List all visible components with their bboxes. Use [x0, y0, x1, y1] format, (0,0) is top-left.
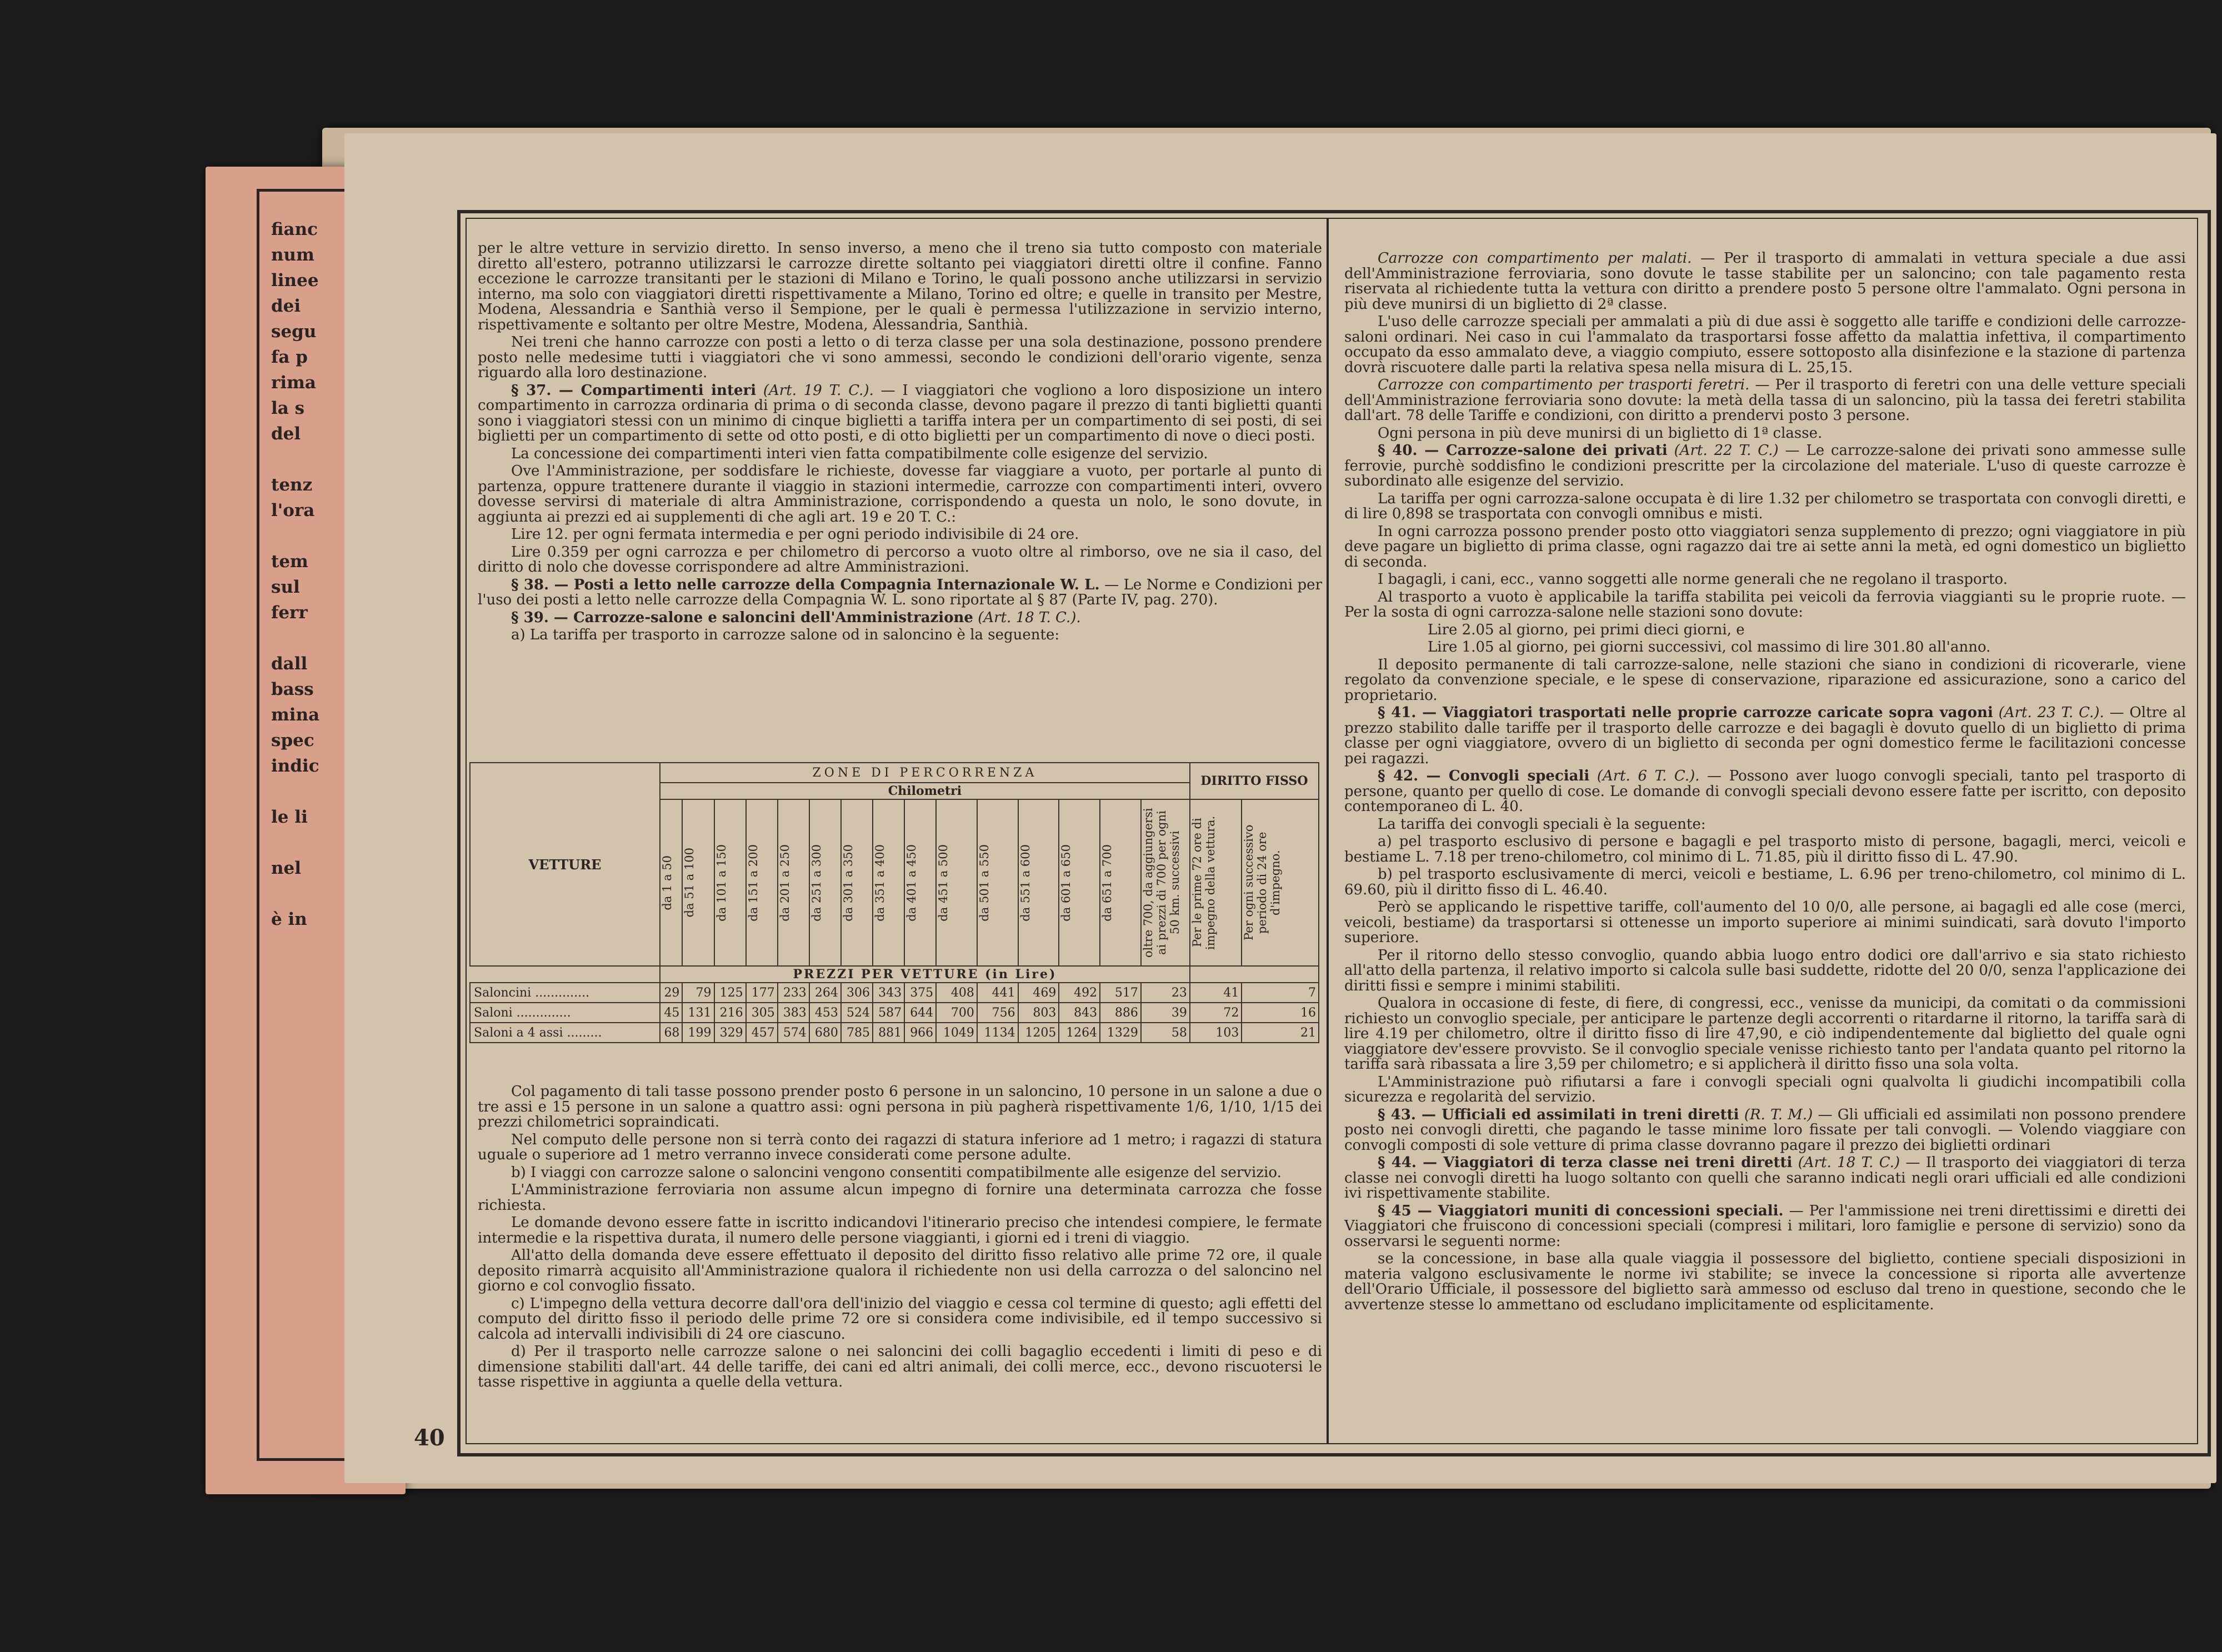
- paragraph: b) pel trasporto esclusivamente di merci, veicoli e bestiame, L. 6.96 per treno-chilometro, col minimo di L. 69.60, più il diritto fisso di L. 46.40.: [1344, 866, 2186, 898]
- column-header-label: da 251 a 300: [809, 844, 823, 922]
- table-cell: 517: [1100, 983, 1141, 1003]
- subsection-text: — Per il trasporto di ammalati in vettura speciale a due assi dell'Amministrazione ferroviaria, sono dovute le tasse stabilite per un saloncino; con tale pagamento resta riservata al richiedente tutta la vettura con diritto a prendere posto 5 persone oltre l'ammalato. Ogni persona in più deve munirsi di un biglietto di 2ª classe.: [1344, 250, 2186, 313]
- section-ref: (Art. 19 T. C.).: [763, 382, 874, 399]
- column-divider: [1327, 218, 1329, 1443]
- table-cell: 58: [1141, 1023, 1190, 1043]
- table-cell: 644: [904, 1003, 936, 1023]
- table-cell: 21: [1242, 1023, 1319, 1043]
- column-header: [660, 799, 682, 966]
- column-header-label: da 101 a 150: [714, 844, 728, 922]
- underlying-page-text: fianc num linee dei segu fa p rima la s del tenz l'ora tem sul ferr dall bass mina spec indic le li nel è in: [271, 219, 320, 929]
- section-ref: (Art. 22 T. C.): [1674, 442, 1779, 459]
- column-header: [841, 799, 873, 966]
- paragraph: Il deposito permanente di tali carrozze-salone, nelle stazioni che siano in condizioni di ricoverarle, viene regolato da convenzione speciale, e le spese di conservazione, riparazione ed assicurazione, sono a carico del proprietario.: [1344, 656, 2186, 704]
- table-cell: 574: [778, 1023, 809, 1043]
- column-header: [1018, 799, 1059, 966]
- section-text: — Oltre al prezzo stabilito dalle tariffe per il trasporto delle carrozze e dei bagagli è dovuto quello di un biglietto di prima classe per ogni viaggiatore, ovvero di un biglietto di seconda per ogni domestico ferme le facilitazioni concesse pei ragazzi.: [1344, 704, 2186, 767]
- table-cell: 408: [936, 983, 977, 1003]
- column-header: [1242, 799, 1319, 966]
- table-cell: 886: [1100, 1003, 1141, 1023]
- chilometri-header: Chilometri: [660, 783, 1190, 799]
- section-title: § 38. — Posti a letto nelle carrozze della Compagnia Internazionale W. L.: [511, 576, 1100, 593]
- row-label: Saloncini ..............: [470, 983, 660, 1003]
- section-title: § 44. — Viaggiatori di terza classe nei treni diretti: [1378, 1154, 1793, 1171]
- paragraph: Però se applicando le rispettive tariffe, coll'aumento del 10 0/0, alle persone, ai bagagli ed alle cose (merci, veicoli, bestiame) da trasportarsi si ottenesse un importo superiore ai minimi suindicati, sarà dovuto l'importo superiore.: [1344, 899, 2186, 946]
- table-cell: 785: [841, 1023, 873, 1043]
- paragraph: a) pel trasporto esclusivo di persone e bagagli e pel trasporto misto di persone, bagagli, merci, veicoli e bestiame L. 7.18 per treno-chilometro, col minimo di L. 71.85, più il diritto fisso di L. 47.90.: [1344, 833, 2186, 865]
- paragraph: Qualora in occasione di feste, di fiere, di congressi, ecc., venisse da municipi, da comitati o da commissioni richiesto un convoglio speciale, per anticipare le partenze degli accorrenti o ritardarne il ritorno, la tariffa sarà di lire 4.19 per chilometro, oltre il diritto fisso di lire 47,90, e ciò indipendentemente dal biglietto del quale ogni viaggiatore dev'essere provvisto. Se il convoglio speciale venisse richiesto tanto per l'andata quanto pel ritorno la tariffa sarà ribassata a lire 3,59 per chilometro; e si applicherà il diritto fisso una sola volta.: [1344, 995, 2186, 1073]
- diritto-header: DIRITTO FISSO: [1190, 763, 1319, 799]
- subsection-title: Carrozze con compartimento per malati.: [1378, 250, 1692, 267]
- column-header: [1141, 799, 1190, 966]
- column-header: [714, 799, 746, 966]
- paragraph: Al trasporto a vuoto è applicabile la tariffa stabilita pei veicoli da ferrovia viaggianti su le proprie ruote. — Per la sosta di ogni carrozza-salone nelle stazioni sono dovute:: [1344, 588, 2186, 620]
- column-header-label: da 201 a 250: [778, 844, 792, 922]
- column-header: [682, 799, 714, 966]
- left-column-bottom: [478, 1084, 1322, 1393]
- table-cell: 305: [746, 1003, 778, 1023]
- column-header-label: da 501 a 550: [977, 844, 991, 922]
- column-header: [904, 799, 936, 966]
- column-header-label: da 151 a 200: [746, 844, 760, 922]
- section-40: [1344, 443, 2186, 489]
- table-cell: 103: [1190, 1023, 1242, 1043]
- section-44: [1344, 1155, 2186, 1202]
- feretri-paragraph: [1344, 378, 2186, 424]
- paragraph: La concessione dei compartimenti interi vien fatta compatibilmente colle esigenze del servizio.: [511, 445, 1208, 462]
- table-cell: 39: [1141, 1003, 1190, 1023]
- section-37: [478, 383, 1322, 444]
- paragraph: L'Amministrazione può rifiutarsi a fare i convogli speciali ogni qualvolta li giudichi incompatibili colla sicurezza e regolarità del servizio.: [1344, 1073, 2186, 1105]
- section-ref: (Art. 18 T. C.).: [978, 609, 1081, 626]
- section-39: [478, 610, 1322, 626]
- table-cell: 1205: [1018, 1023, 1059, 1043]
- section-38: [478, 578, 1322, 608]
- column-header-label: da 1 a 50: [660, 855, 674, 910]
- table-cell: 492: [1059, 983, 1100, 1003]
- table-cell: 125: [714, 983, 746, 1003]
- section-text: — I viaggiatori che vogliono a loro disposizione un intero compartimento in carrozza ordinaria di prima o di seconda classe, devono pagare il prezzo di tanti biglietti quanti sono i viaggiatori stessi con un minimo di cinque biglietti a tariffa intera per un compartimento di sei posti, di sei biglietti per un compartimento di sette od otto posti, e di otto biglietti per un compartimento di nove o dieci posti.: [478, 382, 1323, 444]
- table-cell: 1049: [936, 1023, 977, 1043]
- paragraph: I bagagli, i cani, ecc., vanno soggetti alle norme generali che ne regolano il trasporto.: [1378, 571, 2008, 588]
- paragraph: se la concessione, in base alla quale viaggia il possessore del biglietto, contiene speciali disposizioni in materia valgono esclusivamente le norme ivi stabilite; se invece la concessione si riporta alle avvertenze dell'Orario Ufficiale, il possessore del biglietto sarà ammesso od escluso dal treno in questione, secondo che le avvertenze stesse lo ammettano od escludano implicitamente od esplicitamente.: [1344, 1250, 2186, 1313]
- paragraph: b) I viaggi con carrozze salone o saloncini vengono consentiti compatibilmente alle esigenze del servizio.: [511, 1164, 1282, 1181]
- table-cell: 457: [746, 1023, 778, 1043]
- paragraph: Per il ritorno dello stesso convoglio, quando abbia luogo entro dodici ore dall'arrivo e sia stato richiesto all'atto della partenza, il relativo importo si calcola sulle basi suddette, ridotte del 20 0/0, senza l'applicazione dei diritti fissi e sempre i minimi stabiliti.: [1344, 947, 2186, 994]
- paragraph: Le domande devono essere fatte in iscritto indicandovi l'itinerario preciso che intendesi compiere, le fermate intermedie e la rispettiva durata, il numero delle persone viaggianti, i giorni ed i treni di viaggio.: [478, 1214, 1322, 1246]
- paragraph: Ogni persona in più deve munirsi di un biglietto di 1ª classe.: [1378, 424, 1823, 442]
- table-cell: 45: [660, 1003, 682, 1023]
- right-column: [1344, 251, 2186, 1315]
- paragraph: In ogni carrozza possono prender posto otto viaggiatori senza supplemento di prezzo; ogni viaggiatore in più deve pagare un biglietto di prima classe, ogni ragazzo dai tre ai sette anni la metà, ed ogni domestico un biglietto di seconda.: [1344, 523, 2186, 570]
- paragraph: d) Per il trasporto nelle carrozze salone o nei saloncini dei colli bagaglio eccedenti i limiti di peso e di dimensione stabiliti dall'art. 44 delle tariffe, dei cani ed altri animali, dei colli merce, ecc., devono riscuotersi le tasse rispettive in aggiunta a quelle della vettura.: [478, 1343, 1322, 1390]
- section-41: [1344, 705, 2186, 767]
- table-cell: 7: [1242, 983, 1319, 1003]
- zone-header: ZONE DI PERCORRENZA: [660, 763, 1190, 783]
- table-cell: 68: [660, 1023, 682, 1043]
- column-header: [977, 799, 1018, 966]
- column-header: [746, 799, 778, 966]
- paragraph: c) L'impegno della vettura decorre dall'ora dell'inizio del viaggio e cessa col termine di questo; agli effetti del computo del diritto fisso il periodo delle prime 72 ore si considera come indivisibile, ed il tempo successivo si calcola ad intervalli indivisibili di 24 ore ciascuno.: [478, 1295, 1322, 1343]
- table-row: [470, 983, 1319, 1003]
- paragraph: Ove l'Amministrazione, per soddisfare le richieste, dovesse far viaggiare a vuoto, per portarle al punto di partenza, oppure trattenere durante il viaggio in stazioni intermedie, carrozze con compartimenti interi, ovvero dovesse servirsi di materiale di altra Amministrazione, corrispondendo a questa un nolo, le sono dovute, in aggiunta ai prezzi ed ai supplementi di che agli art. 19 e 20 T. C.:: [478, 463, 1322, 525]
- table-cell: 16: [1242, 1003, 1319, 1023]
- row-label: Saloni ..............: [470, 1003, 660, 1023]
- table-cell: 966: [904, 1023, 936, 1043]
- paragraph: per le altre vetture in servizio diretto. In senso inverso, a meno che il treno sia tutto composto con materiale diretto all'estero, potranno utilizzarsi le carrozze dirette soltanto pei viaggiatori diretti oltre il confine. Fanno eccezione le carrozze transitanti per le stazioni di Milano e Torino, le quali possono anche utilizzarsi in servizio interno, ma solo con viaggiatori diretti rispettivamente a Milano, Torino ed oltre; e quelle in transito per Mestre, Modena, Alessandria e Santhià verso il Sempione, per le quali è permessa l'utilizzazione in servizio interno, rispettivamente e soltanto per oltre Mestre, Modena, Alessandria, Santhià.: [478, 240, 1322, 333]
- table-cell: 803: [1018, 1003, 1059, 1023]
- table-row: [470, 1003, 1319, 1023]
- left-column-top: [478, 241, 1322, 645]
- table-cell: 587: [873, 1003, 904, 1023]
- row-label-text: Saloncini: [474, 985, 532, 1000]
- column-header-label: Per le prime 72 ore di impegno della vettura.: [1190, 815, 1217, 950]
- table-cell: 453: [809, 1003, 841, 1023]
- table-cell: 131: [682, 1003, 714, 1023]
- section-ref: (R. T. M.): [1744, 1106, 1813, 1123]
- column-header: [1059, 799, 1100, 966]
- section-ref: (Art. 18 T. C.): [1798, 1154, 1900, 1171]
- row-label-text: Saloni: [474, 1005, 513, 1020]
- table-cell: 306: [841, 983, 873, 1003]
- section-title: § 41. — Viaggiatori trasportati nelle proprie carrozze caricate sopra vagoni: [1378, 704, 1993, 721]
- section-ref: (Art. 6 T. C.).: [1597, 768, 1700, 784]
- section-45: [1344, 1204, 2186, 1250]
- table-cell: 1329: [1100, 1023, 1141, 1043]
- section-title: § 45 — Viaggiatori muniti di concessioni speciali.: [1378, 1202, 1784, 1219]
- column-header-label: da 551 a 600: [1018, 844, 1032, 922]
- column-header-label: da 351 a 400: [873, 844, 887, 922]
- section-ref: (Art. 23 T. C.).: [1998, 704, 2104, 721]
- column-header-label: da 651 a 700: [1100, 844, 1114, 922]
- paragraph: La tariffa per ogni carrozza-salone occupata è di lire 1.32 per chilometro se trasportata con convogli diretti, e di lire 0,898 se trasportata con convogli omnibus e misti.: [1344, 490, 2186, 522]
- table-cell: 29: [660, 983, 682, 1003]
- paragraph: L'Amministrazione ferroviaria non assume alcun impegno di fornire una determinata carrozza che fosse richiesta.: [478, 1182, 1322, 1214]
- paragraph: Lire 2.05 al giorno, pei primi dieci giorni, e: [1428, 621, 1745, 638]
- paragraph: Lire 0.359 per ogni carrozza e per chilometro di percorso a vuoto oltre al rimborso, ove ne sia il caso, del diritto di nolo che dovesse corrispondere ad altre Amministrazioni.: [478, 543, 1322, 575]
- paragraph: L'uso delle carrozze speciali per ammalati a più di due assi è soggetto alle tariffe e condizioni delle carrozze-saloni ordinari. Nei caso in cui l'ammalato da trasportarsi fosse affetto da malattia infettiva, il compartimento occupato da esso ammalato deve, a viaggio compiuto, essere sottoposto alla disinfezione e la stazione di partenza dovrà riscuotere dalle parti la relativa spesa nella misura di L. 25,15.: [1344, 313, 2186, 376]
- table-cell: 375: [904, 983, 936, 1003]
- paragraph: Nei treni che hanno carrozze con posti a letto o di terza classe per una sola destinazione, possono prendere posto nelle medesime tutti i viaggiatori che vi sono ammessi, secondo le condizioni dell'orario vigente, senza riguardo alla loro destinazione.: [478, 334, 1322, 381]
- table-cell: 1264: [1059, 1023, 1100, 1043]
- subsection-text: — Per il trasporto di feretri con una delle vetture speciali dell'Amministrazione ferroviaria sono dovute: la metà della tassa di un saloncino, più la tassa dei feretri stabilita dall'art. 78 delle Tariffe e condizioni, con diritto a prendervi posto 3 persone.: [1344, 377, 2186, 424]
- malati-paragraph: [1344, 251, 2186, 312]
- section-text: — Gli ufficiali ed assimilati non possono prendere posto nei convogli diretti, che pagando le tasse minime loro fissate per tali convogli. — Volendo viaggiare con convogli composti di sole vetture di prima classe dovranno pagare il prezzo dei biglietti ordinari: [1344, 1106, 2186, 1154]
- table-cell: 843: [1059, 1003, 1100, 1023]
- table-cell: 680: [809, 1023, 841, 1043]
- column-header-label: da 51 a 100: [683, 848, 697, 918]
- paragraph: All'atto della domanda deve essere effettuato il deposito del diritto fisso relativo alle prime 72 ore, il quale deposito rimarrà acquisito all'Amministrazione qualora il richiedente non usi della carrozza o del saloncino nel giorno e col convoglio fissato.: [478, 1247, 1322, 1294]
- column-header-label: da 401 a 450: [905, 844, 919, 922]
- table-cell: 216: [714, 1003, 746, 1023]
- table-cell: 79: [682, 983, 714, 1003]
- table-cell: 343: [873, 983, 904, 1003]
- table-cell: 756: [977, 1003, 1018, 1023]
- row-label: Saloni a 4 assi .........: [470, 1023, 660, 1043]
- section-text: — Il trasporto dei viaggiatori di terza classe nei convogli diretti ha luogo soltanto con quelli che saranno indicati negli orari ufficiali ed alle condizioni ivi rispettivamente stabilite.: [1344, 1154, 2186, 1202]
- table-cell: 881: [873, 1023, 904, 1043]
- table-cell: 1134: [977, 1023, 1018, 1043]
- section-title: § 42. — Convogli speciali: [1378, 768, 1590, 784]
- table-cell: 72: [1190, 1003, 1242, 1023]
- table-cell: 469: [1018, 983, 1059, 1003]
- prezzi-header: PREZZI PER VETTURE (in Lire): [660, 966, 1190, 983]
- column-header-label: oltre 700, da aggiungersi ai prezzi di 700 per ogni 50 km. successivi: [1141, 808, 1182, 958]
- table-cell: 199: [682, 1023, 714, 1043]
- tariff-table: [469, 762, 1319, 1043]
- column-header: [873, 799, 904, 966]
- paragraph: Nel computo delle persone non si terrà conto dei ragazzi di statura inferiore ad 1 metro; i ragazzi di statura uguale o superiore ad 1 metro verranno invece considerati come persone adulte.: [478, 1131, 1322, 1163]
- section-title: § 43. — Ufficiali ed assimilati in treni diretti: [1378, 1106, 1739, 1123]
- section-title: § 39. — Carrozze-salone e saloncini dell'Amministrazione: [511, 609, 973, 626]
- table-cell: 383: [778, 1003, 809, 1023]
- table-row: [470, 1023, 1319, 1043]
- section-title: § 40. — Carrozze-salone dei privati: [1378, 442, 1668, 459]
- page-number: 40: [414, 1425, 445, 1451]
- table-cell: 23: [1141, 983, 1190, 1003]
- table-cell: 264: [809, 983, 841, 1003]
- table-cell: 41: [1190, 983, 1242, 1003]
- column-header: [936, 799, 977, 966]
- section-title: § 37. — Compartimenti interi: [511, 382, 757, 399]
- paragraph: Lire 1.05 al giorno, pei giorni successivi, col massimo di lire 301.80 all'anno.: [1428, 639, 1991, 655]
- column-header-label: Per ogni successivo periodo di 24 ore d'impegno.: [1242, 824, 1283, 941]
- section-text: — Le Norme e Condizioni per l'uso dei posti a letto nelle carrozze della Compagnia W. L. sono riportate al § 87 (Parte IV, pag. 270).: [478, 576, 1323, 608]
- column-header: [1190, 799, 1242, 966]
- row-label-text: Saloni a 4 assi: [474, 1025, 563, 1040]
- table-cell: 524: [841, 1003, 873, 1023]
- column-header: [809, 799, 841, 966]
- section-text: — Per l'ammissione nei treni direttissimi e diretti dei Viaggiatori che fruiscono di concessioni speciali (compresi i militari, loro famiglie e persone di servizio) sono da osservarsi le seguenti norme:: [1344, 1202, 2186, 1250]
- column-header: [1100, 799, 1141, 966]
- column-header-label: da 451 a 500: [937, 844, 950, 922]
- table-cell: 700: [936, 1003, 977, 1023]
- paragraph: Col pagamento di tali tasse possono prender posto 6 persone in un saloncino, 10 persone in un salone a due o tre assi e 15 persone in un salone a quattro assi: ogni persona in più pagherà rispettivamente 1/6, 1/10, 1/15 dei prezzi chilometrici sopraindicati.: [478, 1083, 1322, 1130]
- paragraph: a) La tariffa per trasporto in carrozze salone od in saloncino è la seguente:: [511, 627, 1060, 643]
- table-cell: 233: [778, 983, 809, 1003]
- section-42: [1344, 769, 2186, 815]
- section-text: — Possono aver luogo convogli speciali, tanto pel trasporto di persone, quanto per quello di cose. Le domande di convogli speciali devono essere fatte per iscritto, con deposito contemporaneo di L. 40.: [1344, 768, 2186, 815]
- section-43: [1344, 1108, 2186, 1154]
- vetture-header: VETTURE: [470, 763, 660, 966]
- section-text: — Le carrozze-salone dei privati sono ammesse sulle ferrovie, purchè soddisfino le condizioni prescritte per la circolazione del materiale. L'uso di queste carrozze è subordinato alle esigenze del servizio.: [1344, 442, 2186, 489]
- table-cell: 329: [714, 1023, 746, 1043]
- paragraph: Lire 12. per ogni fermata intermedia e per ogni periodo indivisibile di 24 ore.: [511, 526, 1079, 543]
- column-header-label: da 601 a 650: [1059, 844, 1073, 922]
- column-header: [778, 799, 809, 966]
- column-header-label: da 301 a 350: [841, 844, 855, 922]
- table-cell: 177: [746, 983, 778, 1003]
- subsection-title: Carrozze con compartimento per trasporti feretri.: [1378, 377, 1750, 393]
- table-cell: 441: [977, 983, 1018, 1003]
- paragraph: La tariffa dei convogli speciali è la seguente:: [1378, 815, 1706, 833]
